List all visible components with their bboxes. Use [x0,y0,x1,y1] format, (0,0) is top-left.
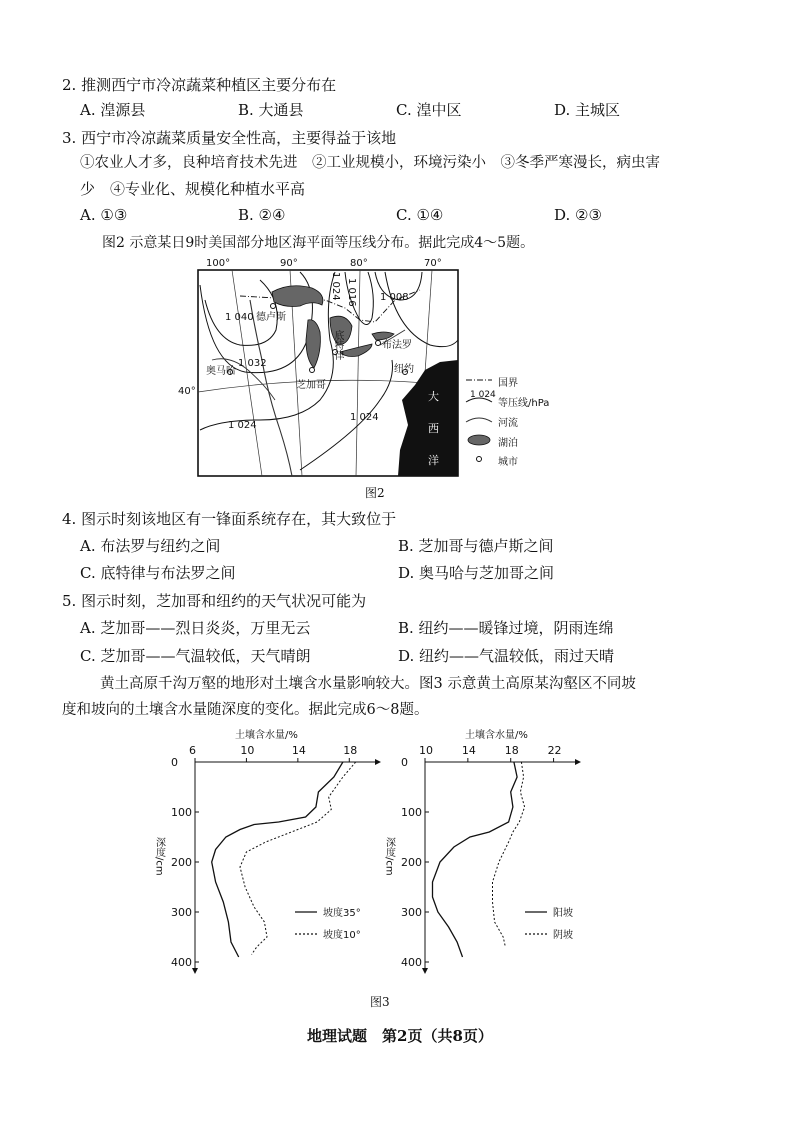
isobar-label-1024-west: 1 024 [228,420,257,431]
q3-option-d: D. ②③ [554,206,602,224]
q4-option-d: D. 奥马哈与芝加哥之间 [398,564,555,582]
lat-label-40: 40° [178,386,196,397]
q5-option-d: D. 纽约——气温较低，雨过天晴 [398,647,615,665]
soil-moisture-charts [0,720,800,990]
chart1-xtick-label-2: 18 [504,744,519,757]
q5-option-a: A. 芝加哥——烈日炎炎，万里无云 [80,619,311,637]
chart0-series-1 [240,762,356,955]
legend-river-symbol [466,418,492,422]
chart1-legend-label-1: 阴坡 [553,930,573,941]
chart0-xtick-label-2: 14 [291,744,306,757]
chart1-legend-label-0: 阳坡 [553,908,573,919]
legend-border-label: 国界 [498,378,518,389]
q3-option-a: A. ①③ [80,206,128,224]
legend-isobar-sample: 1 024 [470,390,496,400]
fig3-caption: 图3 [370,995,390,1009]
chart0-ytick-label-0: 0 [171,756,178,769]
city-label-newyork: 纽约 [394,364,414,375]
city-label-buffalo: 布法罗 [382,340,412,351]
chart1-xtick-label-0: 10 [419,744,433,757]
city-label-chicago: 芝加哥 [296,380,326,391]
q3-option-c: C. ①④ [396,206,444,224]
chart0-xtick-label-0: 6 [189,744,196,757]
lon-label-80: 80° [350,258,368,269]
city-buffalo-marker [376,341,381,346]
chart0-legend-label-0: 坡度35° [323,908,361,919]
isobar-label-1024-top: 1 024 [330,272,341,301]
page-footer: 地理试题 第2页（共8页） [307,1027,493,1045]
q5-option-c: C. 芝加哥——气温较低，天气晴朗 [80,647,311,665]
fig3-intro-line1: 黄土高原千沟万壑的地形对土壤含水量影响较大。图3 示意黄土高原某沟壑区不同坡 [100,676,636,692]
q4-option-c: C. 底特律与布法罗之间 [80,564,236,582]
chart0-y-arrow [192,968,198,974]
isobar-label-1008: 1 008 [380,292,409,303]
q2-option-d: D. 主城区 [554,101,621,119]
chart1-ytick-label-2: 200 [401,856,422,869]
chart1-x-arrow [575,759,581,765]
chart1-xtick-label-1: 14 [461,744,476,757]
chart0-series-0 [212,762,343,957]
q3-statements-line1: ①农业人才多，良种培育技术先进 ②工业规模小，环境污染小 ③冬季严寒漫长，病虫害 [80,155,660,171]
chart0-ytick-label-3: 300 [171,906,192,919]
legend-lake-label: 湖泊 [498,438,518,449]
chart0-title: 土壤含水量/% [235,730,298,741]
ocean-label-1: 大 [428,390,439,403]
chart0-xtick-label-1: 10 [240,744,255,757]
ocean-label-3: 洋 [428,454,439,467]
fig3-intro-line2: 度和坡向的土壤含水量随深度的变化。据此完成6～8题。 [62,702,429,718]
legend-isobar-label: 等压线/hPa [498,398,550,409]
legend-city-symbol [477,457,482,462]
legend-city-label: 城市 [498,457,518,468]
city-label-duluth: 德卢斯 [256,312,286,323]
chart1-series-1 [493,762,525,947]
ocean-label-2: 西 [428,422,439,435]
q5-option-b: B. 纽约——暖锋过境，阴雨连绵 [398,619,614,637]
chart1-title: 土壤含水量/% [465,730,528,741]
chart1-xtick-label-3: 22 [547,744,562,757]
city-chicago-marker [310,368,315,373]
q2-option-b: B. 大通县 [238,101,304,119]
chart1-ytick-label-3: 300 [401,906,422,919]
weather-map [0,0,800,520]
q3-option-b: B. ②④ [238,206,286,224]
chart0-ytick-label-4: 400 [171,956,192,969]
chart1-ytick-label-1: 100 [401,806,422,819]
chart0-ytick-label-2: 200 [171,856,192,869]
q5-stem: 5. 图示时刻，芝加哥和纽约的天气状况可能为 [62,592,367,610]
lon-label-90: 90° [280,258,298,269]
q4-option-a: A. 布法罗与纽约之间 [80,537,221,555]
lake-superior [272,286,323,307]
lon-label-70: 70° [424,258,442,269]
chart0-ytick-label-1: 100 [171,806,192,819]
q2-option-a: A. 湟源县 [80,101,146,119]
chart0-legend-label-1: 坡度10° [323,930,361,941]
fig2-caption: 图2 [365,486,385,500]
city-label-detroit: 底特律 [332,330,343,360]
lake-michigan [306,320,320,368]
isobar-label-1016: 1 016 [346,278,357,307]
q4-option-b: B. 芝加哥与德卢斯之间 [398,537,554,555]
q2-option-c: C. 湟中区 [396,101,462,119]
chart1-ytick-label-0: 0 [401,756,408,769]
legend-river-label: 河流 [498,418,518,429]
isobar-label-1032: 1 032 [238,358,267,369]
q2-stem: 2. 推测西宁市冷凉蔬菜种植区主要分布在 [62,76,337,94]
chart1-ytick-label-4: 400 [401,956,422,969]
fig2-intro: 图2 示意某日9时美国部分地区海平面等压线分布。据此完成4～5题。 [102,235,535,251]
q4-stem: 4. 图示时刻该地区有一锋面系统存在，其大致位于 [62,510,397,528]
q3-stem: 3. 西宁市冷凉蔬菜质量安全性高，主要得益于该地 [62,129,397,147]
river-mississippi [250,300,292,476]
chart1-ylabel: 深度/cm [383,837,395,876]
city-label-omaha: 奥马哈 [206,366,236,377]
chart0-x-arrow [375,759,381,765]
chart1-series-0 [433,762,518,957]
chart0-xtick-label-3: 18 [343,744,358,757]
q3-statements-line2: 少 ④专业化、规模化种植水平高 [80,180,306,198]
legend-lake-symbol [468,435,490,445]
chart1-y-arrow [422,968,428,974]
lon-label-100: 100° [206,258,231,269]
chart0-ylabel: 深度/cm [153,837,165,876]
isobar-label-1024-south: 1 024 [350,412,379,423]
isobar-label-1040: 1 040 [225,312,254,323]
